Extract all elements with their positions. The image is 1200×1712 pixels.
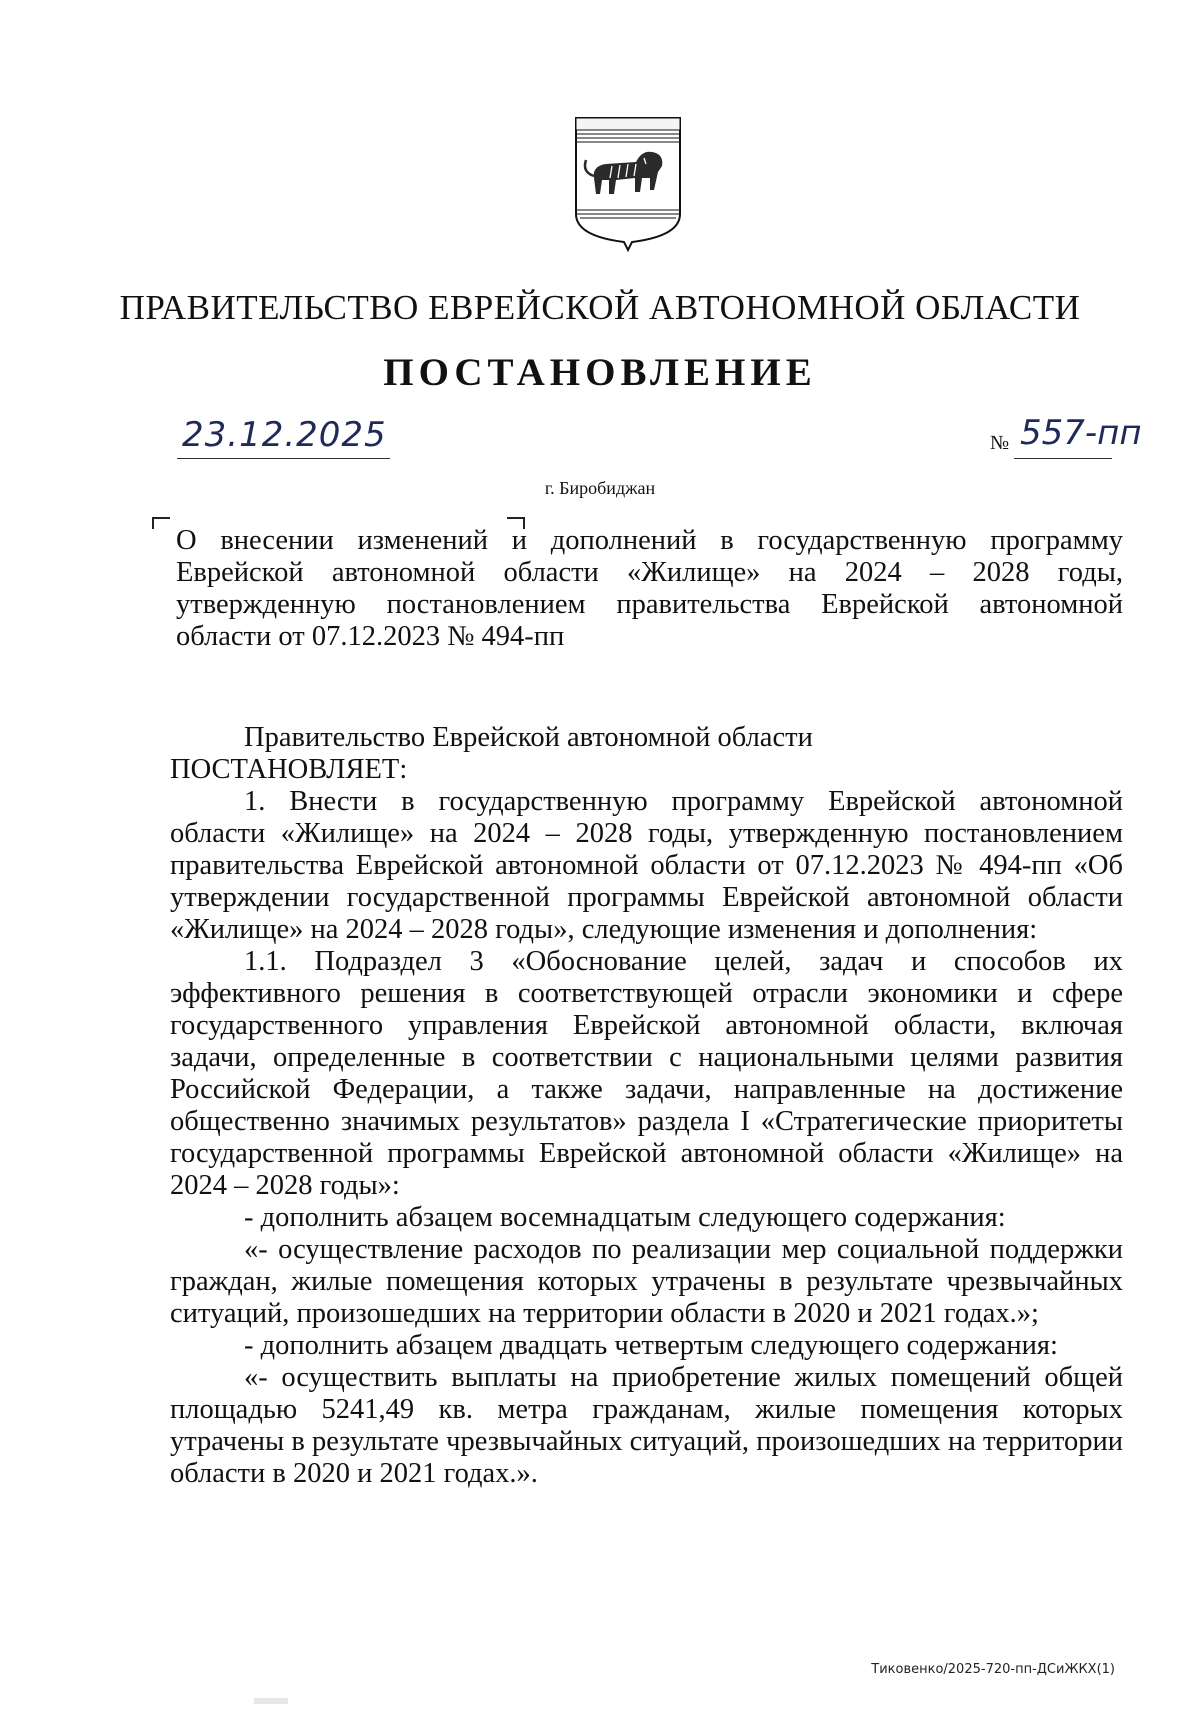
city-name: г. Биробиджан (544, 478, 656, 498)
paragraph-addition-18-text: «- осуществление расходов по реализации мер социальной поддержки граждан, жилые помещения которых утрачены в результате чрезвычайных ситуаций, произошедших на территории области в 2020 и 2021 годах.»; (170, 1234, 1123, 1329)
handwritten-number: 557-пп (1020, 413, 1142, 453)
number-underline (1014, 458, 1112, 459)
resolves-line: ПОСТАНОВЛЯЕТ: (170, 754, 408, 785)
paragraph-1-1: 1.1. Подраздел 3 «Обоснование целей, задач и способов их эффективного решения в соответствующей отрасли экономики и сфере государственного управления Еврейской автономной области, включая задачи, определенные в соответствии с национальными целями развития Российской Федерации, а также задачи, направленные на достижение общественно значимых результатов» раздела I «Стратегические приоритеты государственной программы Еврейской автономной области «Жилище» на 2024 – 2028 годы»: (170, 946, 1123, 1201)
paragraph-addition-18: - дополнить абзацем восемнадцатым следующего содержания: (244, 1202, 1006, 1233)
coat-of-arms-tiger-icon (572, 114, 684, 254)
document-body (170, 722, 1123, 1490)
intro-line: Правительство Еврейской автономной области (244, 722, 813, 753)
subject-bracket-left (152, 517, 170, 529)
scan-artifact (254, 1698, 288, 1704)
number-sign: № (990, 432, 1010, 454)
date-underline (177, 458, 390, 459)
handwritten-date: 23.12.2025 (182, 415, 387, 455)
paragraph-addition-24: - дополнить абзацем двадцать четвертым следующего содержания: (244, 1330, 1058, 1361)
paragraph-addition-24-text: «- осуществить выплаты на приобретение жилых помещений общей площадью 5241,49 кв. метра гражданам, жилые помещения которых утрачены в результате чрезвычайных ситуаций, произошедших на территории области в 2020 и 2021 годах.». (170, 1362, 1123, 1489)
paragraph-1: 1. Внести в государственную программу Еврейской автономной области «Жилище» на 2024 – 2028 годы, утвержденную постановлением правительства Еврейской автономной области от 07.12.2023 № 494-пп «Об утверждении государственной программы Еврейской автономной области «Жилище» на 2024 – 2028 годы», следующие изменения и дополнения: (170, 786, 1123, 945)
document-type-title: ПОСТАНОВЛЕНИЕ (383, 351, 817, 394)
government-title: ПРАВИТЕЛЬСТВО ЕВРЕЙСКОЙ АВТОНОМНОЙ ОБЛАСТИ (119, 288, 1081, 327)
document-subject: О внесении изменений и дополнений в государственную программу Еврейской автономной области «Жилище» на 2024 – 2028 годы, утвержденную постановлением правительства Еврейской автономной области от 07.12.2023 № 494-пп (176, 525, 1123, 652)
footer-file-reference: Тиковенко/2025-720-пп-ДСиЖКХ(1) (871, 1662, 1115, 1677)
